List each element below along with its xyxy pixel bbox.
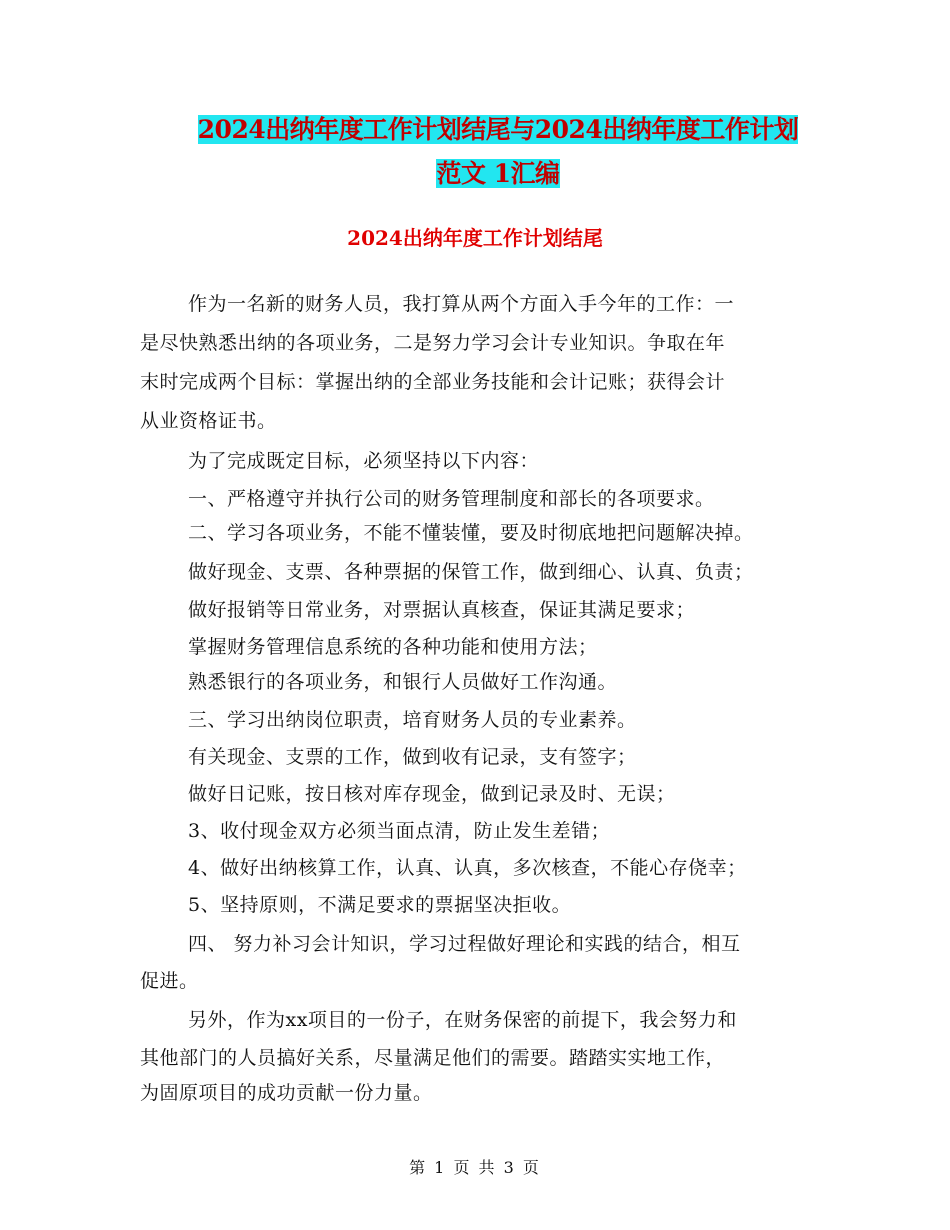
paragraph-line: 末时完成两个目标：掌握出纳的全部业务技能和会计记账；获得会计 bbox=[140, 371, 726, 393]
list-item: 四、 努力补习会计知识，学习过程做好理论和实践的结合，相互 bbox=[188, 933, 741, 955]
list-item: 熟悉银行的各项业务，和银行人员做好工作沟通。 bbox=[188, 671, 618, 693]
paragraph-line: 促进。 bbox=[140, 970, 199, 992]
title-highlight: 2024出纳年度工作计划结尾与2024出纳年度工作计划 bbox=[197, 115, 799, 144]
paragraph-line: 是尽快熟悉出纳的各项业务，二是努力学习会计专业知识。争取在年 bbox=[140, 332, 726, 354]
document-title-line-2 bbox=[140, 161, 856, 187]
list-item: 5、坚持原则，不满足要求的票据坚决拒收。 bbox=[188, 894, 572, 916]
document-title-line-1 bbox=[140, 117, 856, 143]
title-highlight: 范文 1汇编 bbox=[436, 159, 560, 188]
list-item: 3、收付现金双方必须当面点清，防止发生差错； bbox=[188, 820, 611, 842]
list-item: 三、学习出纳岗位职责，培育财务人员的专业素养。 bbox=[188, 709, 637, 731]
list-item: 有关现金、支票的工作，做到收有记录，支有签字； bbox=[188, 746, 637, 768]
list-item: 掌握财务管理信息系统的各种功能和使用方法； bbox=[188, 636, 598, 658]
list-item: 做好现金、支票、各种票据的保管工作，做到细心、认真、负责； bbox=[188, 561, 754, 583]
section-heading: 2024出纳年度工作计划结尾 bbox=[347, 226, 603, 250]
list-item: 二、学习各项业务，不能不懂装懂，要及时彻底地把问题解决掉。 bbox=[188, 522, 754, 544]
paragraph-line: 为固原项目的成功贡献一份力量。 bbox=[140, 1082, 433, 1104]
paragraph-line: 另外，作为xx项目的一份子，在财务保密的前提下，我会努力和 bbox=[188, 1009, 737, 1031]
list-item: 做好日记账，按日核对库存现金，做到记录及时、无误； bbox=[188, 783, 676, 805]
paragraph-line: 其他部门的人员搞好关系，尽量满足他们的需要。踏踏实实地工作， bbox=[140, 1047, 726, 1069]
paragraph-line: 作为一名新的财务人员，我打算从两个方面入手今年的工作：一 bbox=[188, 293, 735, 315]
paragraph-line: 从业资格证书。 bbox=[140, 410, 277, 432]
paragraph-line: 为了完成既定目标，必须坚持以下内容： bbox=[188, 450, 540, 472]
page-number-footer: 第 1 页 共 3 页 bbox=[409, 1158, 541, 1177]
list-item: 一、严格遵守并执行公司的财务管理制度和部长的各项要求。 bbox=[188, 488, 715, 510]
list-item: 4、做好出纳核算工作，认真、认真，多次核查，不能心存侥幸； bbox=[188, 857, 747, 879]
list-item: 做好报销等日常业务，对票据认真核查，保证其满足要求； bbox=[188, 599, 696, 621]
